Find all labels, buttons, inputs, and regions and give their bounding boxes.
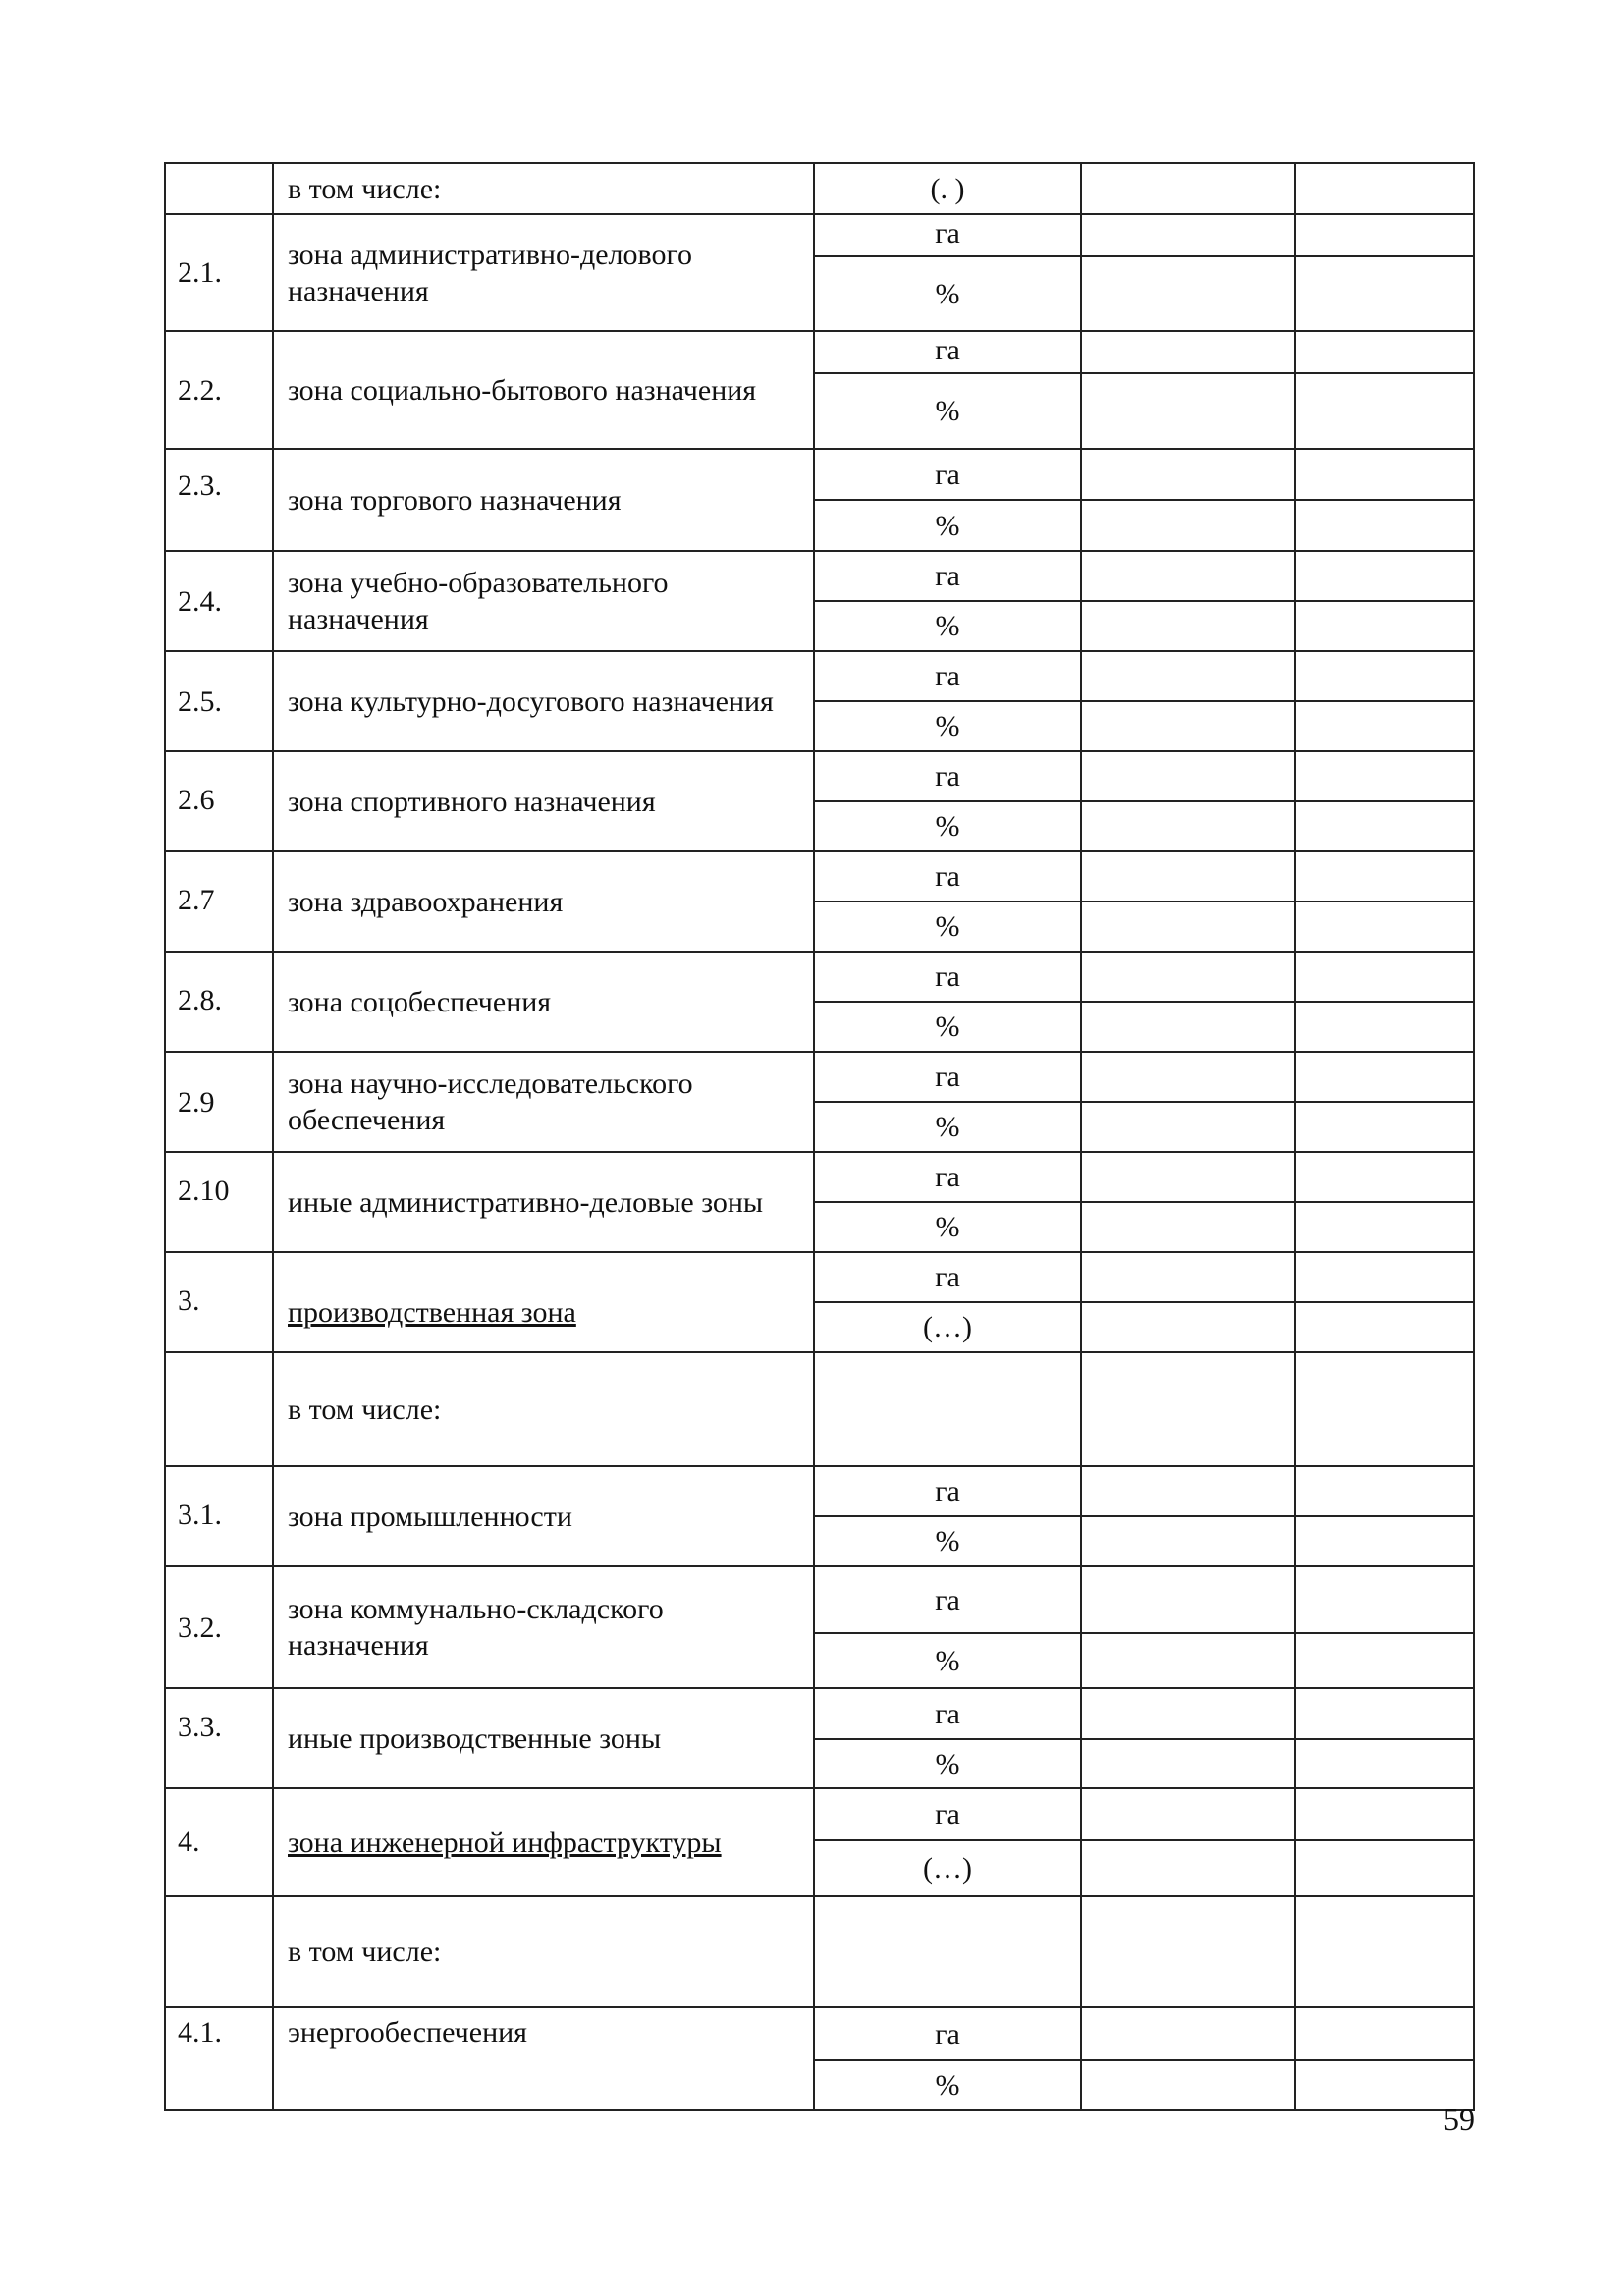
section-title: зона инженерной инфраструктуры — [288, 1826, 722, 1859]
value-cell — [1081, 902, 1295, 952]
value-cell — [1081, 1840, 1295, 1896]
value-cell — [1295, 551, 1474, 601]
row-name-cell: в том числе: — [273, 1352, 814, 1466]
unit-cell: % — [814, 1739, 1081, 1788]
value-cell — [1081, 1052, 1295, 1102]
value-cell — [1081, 851, 1295, 902]
unit-cell — [814, 1896, 1081, 2007]
unit-cell: % — [814, 601, 1081, 651]
table-row — [165, 1688, 1474, 1739]
unit-cell: % — [814, 801, 1081, 851]
value-cell — [1295, 952, 1474, 1002]
value-cell — [1295, 1202, 1474, 1252]
value-cell — [1081, 1788, 1295, 1840]
row-name-cell — [273, 1788, 814, 1896]
value-cell — [1295, 331, 1474, 373]
value-cell — [1295, 1566, 1474, 1633]
value-cell — [1295, 1840, 1474, 1896]
unit-cell: % — [814, 701, 1081, 751]
unit-cell: (…) — [814, 1302, 1081, 1352]
row-name-cell: зона социально-бытового назначения — [273, 331, 814, 449]
value-cell — [1081, 2060, 1295, 2110]
row-name-cell: энергообеспечения — [273, 2007, 814, 2110]
value-cell — [1295, 1896, 1474, 2007]
table-row — [165, 214, 1474, 256]
value-cell — [1295, 801, 1474, 851]
row-name-cell — [273, 1252, 814, 1352]
value-cell — [1081, 1466, 1295, 1516]
table-row — [165, 1352, 1474, 1466]
unit-cell: га — [814, 851, 1081, 902]
unit-cell: га — [814, 449, 1081, 500]
table-row — [165, 1788, 1474, 1840]
unit-cell: га — [814, 214, 1081, 256]
table-row — [165, 1466, 1474, 1516]
value-cell — [1295, 2007, 1474, 2060]
unit-cell: % — [814, 1002, 1081, 1052]
row-number-cell: 3.2. — [165, 1566, 273, 1688]
value-cell — [1081, 1352, 1295, 1466]
unit-cell: % — [814, 1633, 1081, 1688]
table-row — [165, 2007, 1474, 2060]
value-cell — [1081, 1896, 1295, 2007]
value-cell — [1295, 1788, 1474, 1840]
value-cell — [1081, 331, 1295, 373]
row-number-cell: 2.2. — [165, 331, 273, 449]
value-cell — [1081, 2007, 1295, 2060]
value-cell — [1295, 751, 1474, 801]
unit-cell: % — [814, 2060, 1081, 2110]
value-cell — [1295, 373, 1474, 449]
table-row — [165, 851, 1474, 902]
unit-cell: га — [814, 1566, 1081, 1633]
unit-cell: (. ) — [814, 163, 1081, 214]
row-name-cell: иные производственные зоны — [273, 1688, 814, 1788]
row-number-cell: 2.6 — [165, 751, 273, 851]
value-cell — [1295, 1633, 1474, 1688]
value-cell — [1081, 500, 1295, 551]
value-cell — [1081, 1102, 1295, 1152]
value-cell — [1081, 1302, 1295, 1352]
value-cell — [1081, 1516, 1295, 1566]
table-row — [165, 163, 1474, 214]
value-cell — [1081, 952, 1295, 1002]
unit-cell: га — [814, 1466, 1081, 1516]
value-cell — [1081, 651, 1295, 701]
row-number-cell: 2.5. — [165, 651, 273, 751]
row-name-cell: в том числе: — [273, 1896, 814, 2007]
unit-cell: га — [814, 1052, 1081, 1102]
unit-cell: га — [814, 952, 1081, 1002]
value-cell — [1081, 751, 1295, 801]
value-cell — [1295, 1466, 1474, 1516]
value-cell — [1081, 701, 1295, 751]
row-number-cell: 2.4. — [165, 551, 273, 651]
row-name-cell: зона соцобеспечения — [273, 952, 814, 1052]
unit-cell: га — [814, 1788, 1081, 1840]
value-cell — [1081, 1152, 1295, 1202]
row-number-cell: 2.8. — [165, 952, 273, 1052]
unit-cell: % — [814, 256, 1081, 331]
value-cell — [1081, 1739, 1295, 1788]
table-row — [165, 952, 1474, 1002]
land-use-table — [164, 162, 1475, 2111]
value-cell — [1295, 601, 1474, 651]
value-cell — [1295, 449, 1474, 500]
row-number-cell: 2.3. — [165, 449, 273, 551]
value-cell — [1295, 1252, 1474, 1302]
value-cell — [1081, 1252, 1295, 1302]
value-cell — [1295, 163, 1474, 214]
row-name-cell: зона научно-исследовательского обеспечения — [273, 1052, 814, 1152]
value-cell — [1081, 551, 1295, 601]
row-name-cell: зона спортивного назначения — [273, 751, 814, 851]
value-cell — [1295, 214, 1474, 256]
row-number-cell: 2.7 — [165, 851, 273, 952]
page-number: 59 — [1443, 2102, 1475, 2137]
value-cell — [1295, 1102, 1474, 1152]
value-cell — [1081, 1202, 1295, 1252]
value-cell — [1081, 449, 1295, 500]
row-number-cell — [165, 1352, 273, 1466]
row-name-cell: зона культурно-досугового назначения — [273, 651, 814, 751]
value-cell — [1295, 1352, 1474, 1466]
value-cell — [1081, 801, 1295, 851]
row-name-cell: в том числе: — [273, 163, 814, 214]
value-cell — [1081, 256, 1295, 331]
value-cell — [1295, 1002, 1474, 1052]
table-row — [165, 751, 1474, 801]
value-cell — [1081, 1633, 1295, 1688]
unit-cell: га — [814, 551, 1081, 601]
row-number-cell: 4. — [165, 1788, 273, 1896]
table-row — [165, 331, 1474, 373]
row-number-cell: 3.1. — [165, 1466, 273, 1566]
value-cell — [1295, 701, 1474, 751]
table-row — [165, 1052, 1474, 1102]
value-cell — [1295, 1688, 1474, 1739]
table-row — [165, 449, 1474, 500]
row-name-cell: иные административно-деловые зоны — [273, 1152, 814, 1252]
row-number-cell — [165, 1896, 273, 2007]
row-name-cell: зона здравоохранения — [273, 851, 814, 952]
table-row — [165, 651, 1474, 701]
row-number-cell: 4.1. — [165, 2007, 273, 2110]
row-number-cell: 3. — [165, 1252, 273, 1352]
value-cell — [1295, 1739, 1474, 1788]
unit-cell: % — [814, 1516, 1081, 1566]
value-cell — [1295, 851, 1474, 902]
unit-cell: % — [814, 1102, 1081, 1152]
value-cell — [1295, 500, 1474, 551]
unit-cell: га — [814, 331, 1081, 373]
row-name-cell: зона учебно-образовательного назначения — [273, 551, 814, 651]
value-cell — [1295, 1516, 1474, 1566]
row-name-cell: зона торгового назначения — [273, 449, 814, 551]
unit-cell: % — [814, 1202, 1081, 1252]
value-cell — [1295, 651, 1474, 701]
row-number-cell: 2.10 — [165, 1152, 273, 1252]
value-cell — [1295, 1152, 1474, 1202]
row-number-cell — [165, 163, 273, 214]
row-number-cell: 3.3. — [165, 1688, 273, 1788]
unit-cell: га — [814, 751, 1081, 801]
unit-cell — [814, 1352, 1081, 1466]
section-title: производственная зона — [288, 1295, 576, 1329]
row-name-cell: зона промышленности — [273, 1466, 814, 1566]
row-name-cell: зона коммунально-складского назначения — [273, 1566, 814, 1688]
unit-cell: га — [814, 651, 1081, 701]
value-cell — [1081, 163, 1295, 214]
unit-cell: (…) — [814, 1840, 1081, 1896]
unit-cell: га — [814, 1252, 1081, 1302]
value-cell — [1081, 214, 1295, 256]
value-cell — [1295, 256, 1474, 331]
unit-cell: % — [814, 373, 1081, 449]
row-number-cell: 2.1. — [165, 214, 273, 331]
unit-cell: % — [814, 500, 1081, 551]
value-cell — [1295, 1302, 1474, 1352]
table-row — [165, 1152, 1474, 1202]
row-number-cell: 2.9 — [165, 1052, 273, 1152]
value-cell — [1081, 373, 1295, 449]
row-name-cell: зона административно-делового назначения — [273, 214, 814, 331]
value-cell — [1295, 902, 1474, 952]
value-cell — [1295, 1052, 1474, 1102]
unit-cell: % — [814, 902, 1081, 952]
value-cell — [1081, 1688, 1295, 1739]
table-row — [165, 1566, 1474, 1633]
value-cell — [1081, 601, 1295, 651]
table-row — [165, 1896, 1474, 2007]
unit-cell: га — [814, 1152, 1081, 1202]
value-cell — [1081, 1002, 1295, 1052]
unit-cell: га — [814, 2007, 1081, 2060]
value-cell — [1081, 1566, 1295, 1633]
table-row — [165, 1252, 1474, 1302]
unit-cell: га — [814, 1688, 1081, 1739]
table-row — [165, 551, 1474, 601]
